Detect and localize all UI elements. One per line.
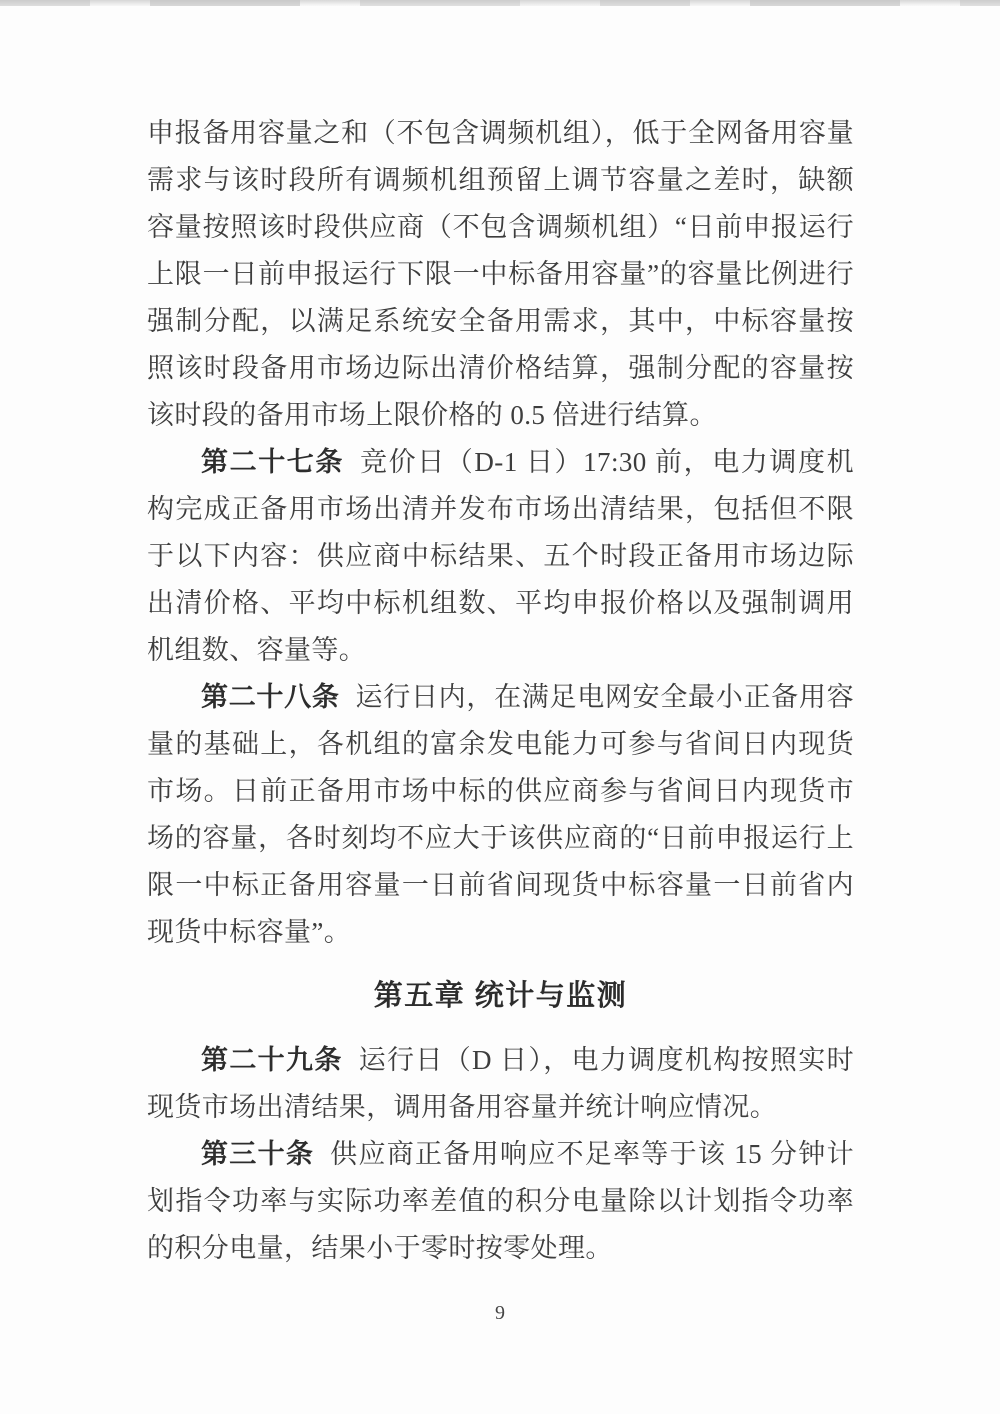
page-number: 9: [495, 1302, 505, 1324]
article-body: 运行日内，在满足电网安全最小正备用容量的基础上，各机组的富余发电能力可参与省间日内现货市场。日前正备用市场中标的供应商参与省间日内现货市场的容量，各时刻均不应大于该供应商的“日前申报运行上限一中标正备用容量一日前省间现货中标容量一日前省内现货中标容量”。: [147, 682, 854, 947]
article-number: 第二十七条: [201, 447, 344, 477]
article-paragraph-27: [147, 439, 854, 674]
page-footer: [0, 1302, 1000, 1325]
article-body: 供应商正备用响应不足率等于该 15 分钟计划指令功率与实际功率差值的积分电量除以计划指令功率的积分电量，结果小于零时按零处理。: [147, 1139, 854, 1263]
article-paragraph-30: [147, 1131, 854, 1272]
chapter-heading: 第五章 统计与监测: [373, 980, 628, 1012]
article-number: 第三十条: [201, 1139, 315, 1169]
article-number: 第二十九条: [201, 1045, 343, 1075]
paragraph-text: 申报备用容量之和（不包含调频机组），低于全网备用容量需求与该时段所有调频机组预留上调节容量之差时，缺额容量按照该时段供应商（不包含调频机组）“日前申报运行上限一日前申报运行下限一中标备用容量”的容量比例进行强制分配，以满足系统安全备用需求，其中，中标容量按照该时段备用市场边际出清价格结算，强制分配的容量按该时段的备用市场上限价格的 0.5 倍进行结算。: [147, 118, 854, 430]
article-body: 竞价日（D-1 日）17:30 前，电力调度机构完成正备用市场出清并发布市场出清结果，包括但不限于以下内容：供应商中标结果、五个时段正备用市场边际出清价格、平均中标机组数、平均申报价格以及强制调用机组数、容量等。: [147, 447, 854, 665]
article-paragraph-29: [147, 1037, 854, 1131]
continuation-paragraph: [147, 110, 854, 439]
article-number: 第二十八条: [201, 682, 340, 712]
article-paragraph-28: [147, 674, 854, 956]
article-body: 运行日（D 日），电力调度机构按照实时现货市场出清结果，调用备用容量并统计响应情况。: [147, 1045, 855, 1122]
document-content: [147, 0, 854, 1272]
